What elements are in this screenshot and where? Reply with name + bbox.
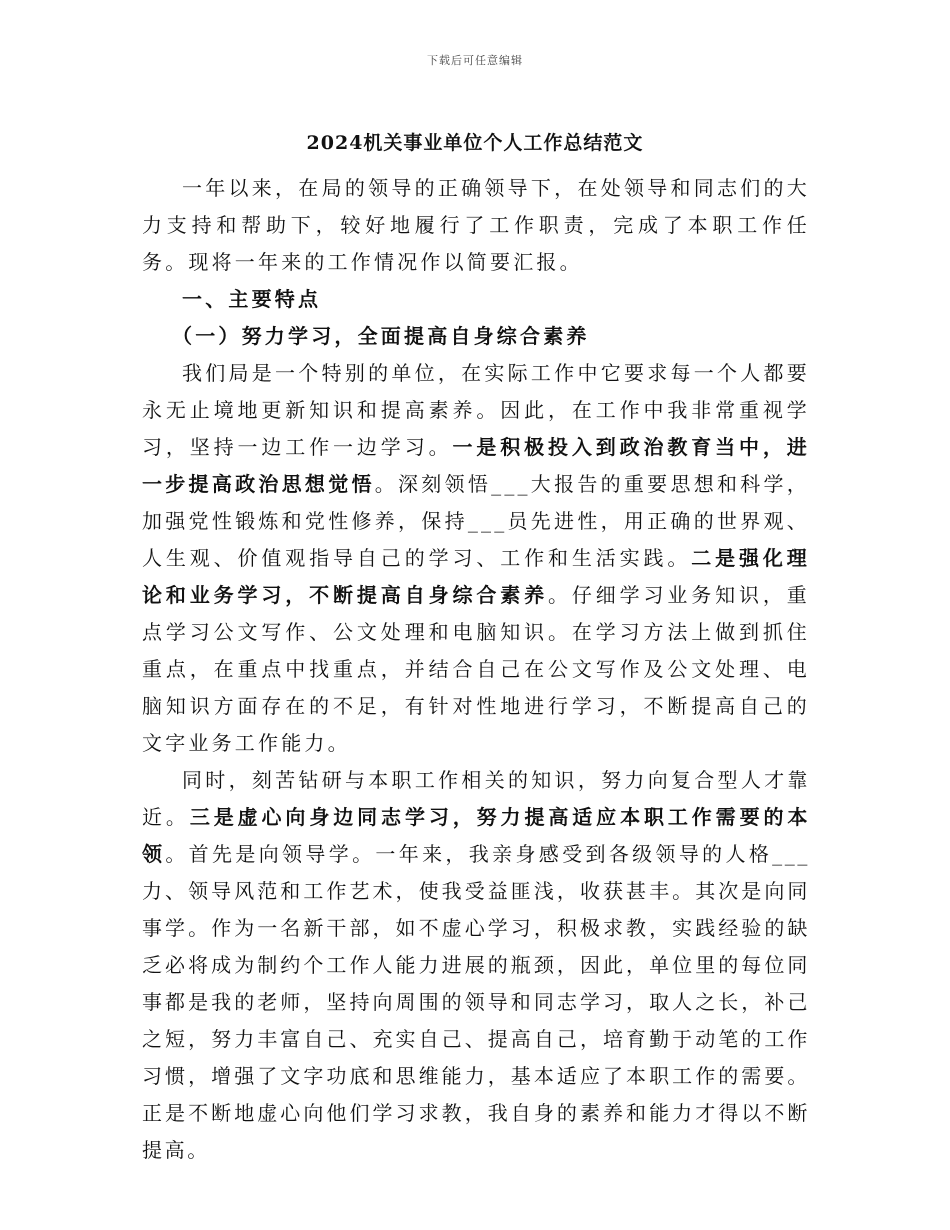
subsection-heading: （一）努力学习，全面提高自身综合素养 — [172, 324, 590, 348]
bold-phrase: 三是虚心向身边同志学习，努力提高适应本职工作需要的本领 — [142, 805, 810, 866]
document-title: 2024机关事业单位个人工作总结范文 — [306, 132, 644, 154]
bold-phrase: 一是积极投入到政治教育当中，进一步提高政治思想觉悟 — [142, 435, 811, 496]
paragraph-text: 同时，刻苦钻研与本职工作相关的知识，努力向复合型人才靠近。 — [142, 768, 810, 829]
intro-paragraph: 一年以来，在局的领导的正确领导下，在处领导和同志们的大力支持和帮助下，较好地履行了工作职责，完成了本职工作任务。现将一年来的工作情况作以简要汇报。 — [142, 176, 810, 274]
page-header-note: 下载后可任意编辑 — [427, 54, 523, 67]
paragraph-text: 。深刻领悟___大报告的重要思想和科学，加强党性锻炼和党性修养，保持___员先进性，用正确的世界观、人生观、价值观指导自己的学习、工作和生活实践。 — [142, 472, 811, 570]
paragraph-study — [142, 355, 810, 762]
paragraph-text: 。仔细学习业务知识，重点学习公文写作、公文处理和电脑知识。在学习方法上做到抓住重点，在重点中找重点，并结合自己在公文写作及公文处理、电脑知识方面存在的不足，有针对性地进行学习，不断提高自己的文字业务工作能力。 — [142, 583, 810, 755]
document-body — [142, 170, 810, 1169]
section-heading: 一、主要特点 — [182, 287, 322, 311]
bold-phrase: 二是强化理论和业务学习，不断提高自身综合素养 — [142, 546, 810, 607]
paragraph-text: 。首先是向领导学。一年来，我亲身感受到各级领导的人格___力、领导风范和工作艺术，使我受益匪浅，收获甚丰。其次是向同事学。作为一名新干部，如不虚心学习，积极求教，实践经验的缺乏必将成为制约个工作人能力进展的瓶颈，因此，单位里的每位同事都是我的老师，坚持向周围的领导和同志学习，取人之长，补己之短，努力丰富自己、充实自己、提高自己，培育勤于动笔的工作习惯，增强了文字功底和思维能力，基本适应了本职工作的需要。正是不断地虚心向他们学习求教，我自身的素养和能力才得以不断提高。 — [142, 842, 810, 1162]
paragraph-learning — [142, 762, 810, 1169]
paragraph-text: 我们局是一个特别的单位，在实际工作中它要求每一个人都要永无止境地更新知识和提高素养。因此，在工作中我非常重视学习，坚持一边工作一边学习。 — [142, 361, 810, 459]
